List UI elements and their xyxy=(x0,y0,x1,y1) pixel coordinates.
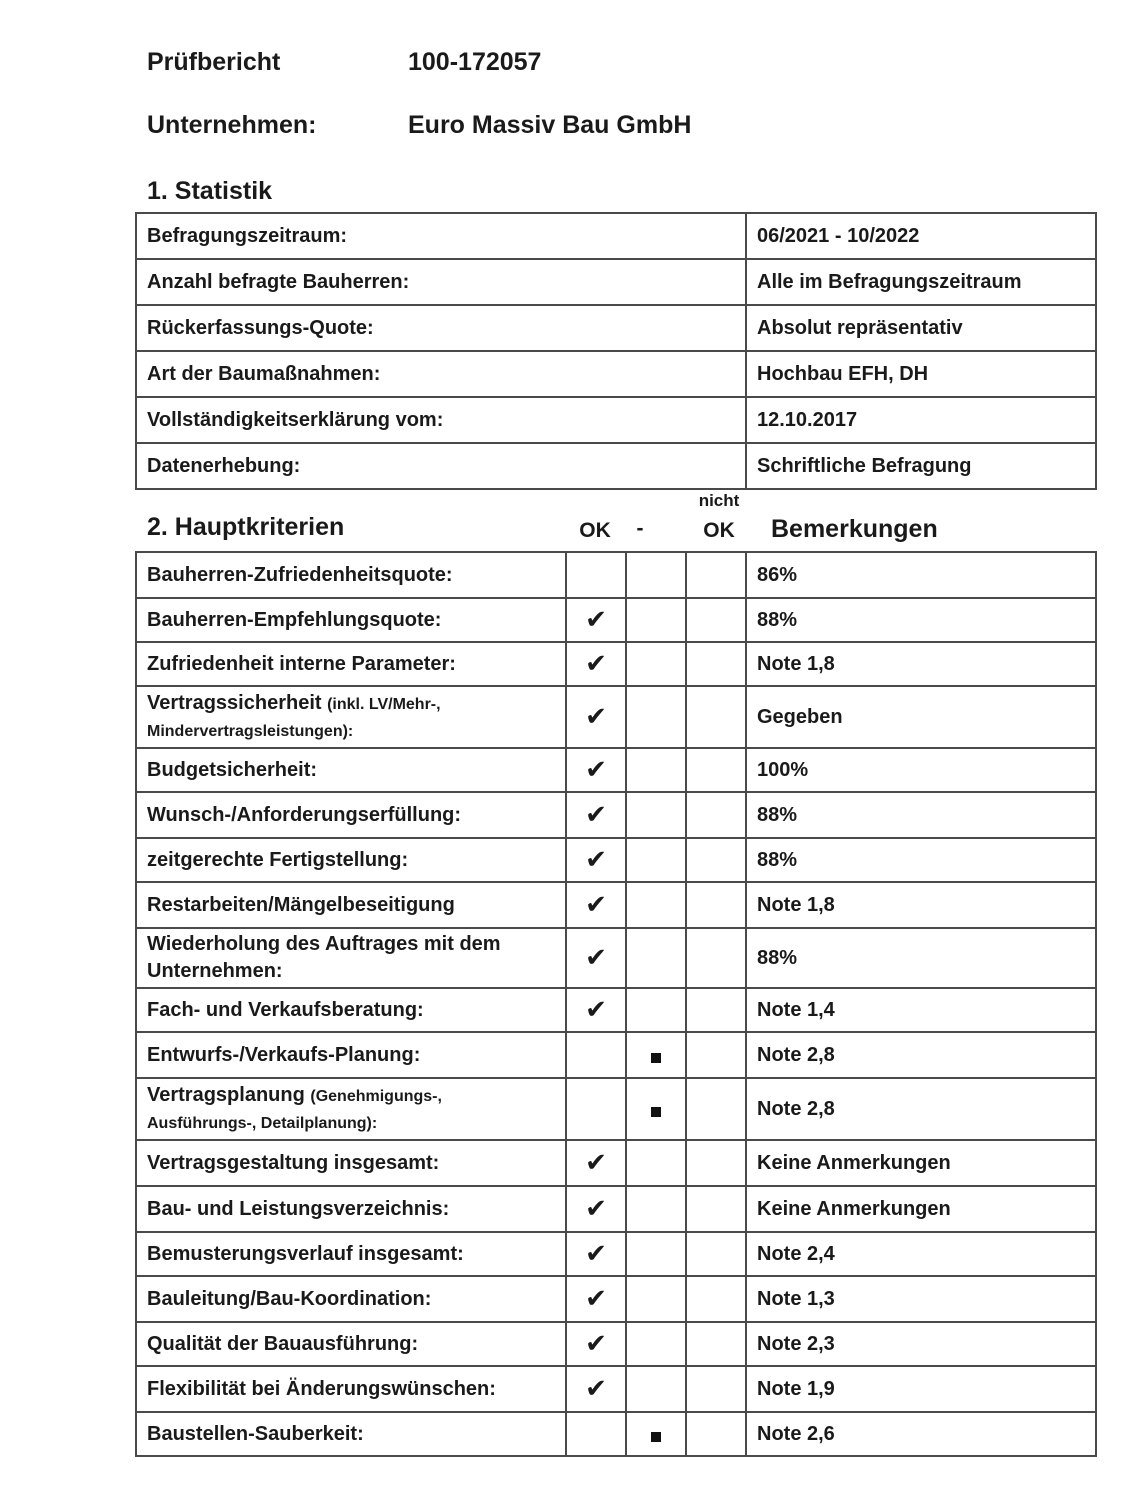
criteria-row xyxy=(136,1232,1096,1276)
check-icon: ✔ xyxy=(585,1147,607,1178)
criteria-ok-cell xyxy=(566,642,626,686)
criteria-label xyxy=(136,792,566,838)
criteria-label xyxy=(136,1276,566,1322)
criteria-label-main: Bemusterungsverlauf insgesamt: xyxy=(147,1242,464,1265)
criteria-remark: Keine Anmerkungen xyxy=(746,1186,1096,1232)
column-header-ok: OK xyxy=(579,519,611,542)
criteria-label-main: Restarbeiten/Mängelbeseitigung xyxy=(147,893,455,916)
criteria-neutral-cell xyxy=(626,1186,686,1232)
criteria-neutral-cell xyxy=(626,988,686,1032)
criteria-notok-cell xyxy=(686,882,746,928)
criteria-row xyxy=(136,1032,1096,1078)
criteria-label xyxy=(136,686,566,748)
statistics-row xyxy=(136,351,1096,397)
criteria-neutral-cell xyxy=(626,1032,686,1078)
criteria-ok-cell xyxy=(566,1276,626,1322)
statistics-value: Hochbau EFH, DH xyxy=(746,351,1096,397)
check-icon: ✔ xyxy=(585,942,607,973)
statistics-label: Vollständigkeitserklärung vom: xyxy=(136,397,746,443)
report-number: 100-172057 xyxy=(408,48,542,76)
criteria-remark: 88% xyxy=(746,928,1096,988)
criteria-ok-cell xyxy=(566,552,626,598)
criteria-label xyxy=(136,928,566,988)
criteria-label-main: Bauleitung/Bau-Koordination: xyxy=(147,1287,432,1310)
statistics-label: Anzahl befragte Bauherren: xyxy=(136,259,746,305)
criteria-remark: 88% xyxy=(746,598,1096,642)
criteria-row xyxy=(136,1140,1096,1186)
criteria-label xyxy=(136,1186,566,1232)
criteria-ok-cell xyxy=(566,1412,626,1456)
check-icon: ✔ xyxy=(585,889,607,920)
criteria-label-main: Vertragsplanung xyxy=(147,1084,305,1106)
criteria-notok-cell xyxy=(686,1032,746,1078)
criteria-notok-cell xyxy=(686,1322,746,1366)
criteria-remark: Note 1,3 xyxy=(746,1276,1096,1322)
company-name: Euro Massiv Bau GmbH xyxy=(408,111,692,139)
criteria-neutral-cell xyxy=(626,598,686,642)
criteria-remark: Note 1,9 xyxy=(746,1366,1096,1412)
criteria-row xyxy=(136,1366,1096,1412)
criteria-remark: Note 1,8 xyxy=(746,882,1096,928)
criteria-remark: Note 1,8 xyxy=(746,642,1096,686)
criteria-label-main: Vertragsgestaltung insgesamt: xyxy=(147,1151,440,1174)
criteria-ok-cell xyxy=(566,748,626,792)
criteria-ok-cell xyxy=(566,838,626,882)
criteria-row xyxy=(136,748,1096,792)
criteria-label-main: Vertragssicherheit xyxy=(147,692,322,714)
criteria-neutral-cell xyxy=(626,792,686,838)
criteria-label-detail: (Genehmigungs-, Ausführungs-, Detailplanung): xyxy=(147,1088,442,1132)
criteria-remark: Note 2,8 xyxy=(746,1078,1096,1140)
criteria-label-main: Baustellen-Sauberkeit: xyxy=(147,1422,364,1445)
criteria-row xyxy=(136,988,1096,1032)
statistics-label: Befragungszeitraum: xyxy=(136,213,746,259)
criteria-notok-cell xyxy=(686,748,746,792)
criteria-remark: Note 2,3 xyxy=(746,1322,1096,1366)
criteria-label xyxy=(136,1140,566,1186)
criteria-label-main: Budgetsicherheit: xyxy=(147,758,318,781)
criteria-ok-cell xyxy=(566,988,626,1032)
criteria-notok-cell xyxy=(686,686,746,748)
criteria-notok-cell xyxy=(686,1412,746,1456)
statistics-table xyxy=(135,212,1097,490)
statistics-row xyxy=(136,397,1096,443)
criteria-remark: 86% xyxy=(746,552,1096,598)
criteria-label-main: Flexibilität bei Änderungswünschen: xyxy=(147,1377,496,1400)
column-header-remarks: Bemerkungen xyxy=(771,515,938,543)
square-icon xyxy=(651,1053,661,1063)
criteria-row xyxy=(136,598,1096,642)
criteria-label-main: Bauherren-Empfehlungsquote: xyxy=(147,608,442,631)
criteria-ok-cell xyxy=(566,1232,626,1276)
statistics-value: Schriftliche Befragung xyxy=(746,443,1096,489)
criteria-remark: Note 2,6 xyxy=(746,1412,1096,1456)
criteria-notok-cell xyxy=(686,1140,746,1186)
statistics-value: 12.10.2017 xyxy=(746,397,1096,443)
criteria-notok-cell xyxy=(686,1078,746,1140)
company-label: Unternehmen: xyxy=(147,111,317,139)
criteria-ok-cell xyxy=(566,1366,626,1412)
column-header-notok-bottom: OK xyxy=(703,519,735,542)
criteria-notok-cell xyxy=(686,642,746,686)
criteria-label xyxy=(136,552,566,598)
criteria-neutral-cell xyxy=(626,1232,686,1276)
check-icon: ✔ xyxy=(585,994,607,1025)
statistics-row xyxy=(136,213,1096,259)
statistics-row xyxy=(136,443,1096,489)
criteria-remark: 88% xyxy=(746,838,1096,882)
criteria-remark: 88% xyxy=(746,792,1096,838)
criteria-row xyxy=(136,1322,1096,1366)
criteria-row xyxy=(136,838,1096,882)
statistics-label: Art der Baumaßnahmen: xyxy=(136,351,746,397)
criteria-neutral-cell xyxy=(626,1140,686,1186)
criteria-row xyxy=(136,792,1096,838)
criteria-remark: Note 1,4 xyxy=(746,988,1096,1032)
criteria-ok-cell xyxy=(566,1032,626,1078)
criteria-ok-cell xyxy=(566,882,626,928)
criteria-label-main: Bauherren-Zufriedenheitsquote: xyxy=(147,563,453,586)
criteria-label-main: Wiederholung des Auftrages mit dem Unternehmen: xyxy=(147,933,501,982)
criteria-neutral-cell xyxy=(626,1412,686,1456)
criteria-neutral-cell xyxy=(626,1322,686,1366)
criteria-ok-cell xyxy=(566,928,626,988)
criteria-row xyxy=(136,1078,1096,1140)
criteria-notok-cell xyxy=(686,1276,746,1322)
statistics-row xyxy=(136,259,1096,305)
criteria-row xyxy=(136,882,1096,928)
column-header-notok-top: nicht xyxy=(698,491,740,510)
check-icon: ✔ xyxy=(585,1238,607,1269)
criteria-ok-cell xyxy=(566,1322,626,1366)
criteria-neutral-cell xyxy=(626,1276,686,1322)
criteria-label xyxy=(136,1412,566,1456)
criteria-row xyxy=(136,1186,1096,1232)
criteria-label xyxy=(136,1366,566,1412)
statistics-value: Absolut repräsentativ xyxy=(746,305,1096,351)
criteria-neutral-cell xyxy=(626,1078,686,1140)
statistics-label: Datenerhebung: xyxy=(136,443,746,489)
statistics-label: Rückerfassungs-Quote: xyxy=(136,305,746,351)
check-icon: ✔ xyxy=(585,844,607,875)
column-header-neutral: - xyxy=(636,517,644,540)
check-icon: ✔ xyxy=(585,648,607,679)
square-icon xyxy=(651,1432,661,1442)
criteria-row xyxy=(136,686,1096,748)
criteria-row xyxy=(136,928,1096,988)
check-icon: ✔ xyxy=(585,754,607,785)
report-label: Prüfbericht xyxy=(147,48,281,76)
criteria-notok-cell xyxy=(686,1186,746,1232)
criteria-ok-cell xyxy=(566,792,626,838)
criteria-neutral-cell xyxy=(626,552,686,598)
criteria-label-main: zeitgerechte Fertigstellung: xyxy=(147,848,409,871)
criteria-notok-cell xyxy=(686,1232,746,1276)
criteria-label-main: Bau- und Leistungsverzeichnis: xyxy=(147,1197,450,1220)
criteria-remark: Note 2,8 xyxy=(746,1032,1096,1078)
criteria-neutral-cell xyxy=(626,1366,686,1412)
criteria-label-main: Fach- und Verkaufsberatung: xyxy=(147,998,424,1021)
criteria-notok-cell xyxy=(686,988,746,1032)
criteria-row xyxy=(136,552,1096,598)
criteria-label xyxy=(136,598,566,642)
criteria-neutral-cell xyxy=(626,686,686,748)
criteria-row xyxy=(136,642,1096,686)
check-icon: ✔ xyxy=(585,799,607,830)
section-title-hauptkriterien: 2. Hauptkriterien xyxy=(147,513,345,541)
criteria-ok-cell xyxy=(566,1140,626,1186)
criteria-label-main: Qualität der Bauausführung: xyxy=(147,1332,419,1355)
criteria-label-detail: (inkl. LV/Mehr-, Mindervertragsleistungen): xyxy=(147,696,441,740)
square-icon xyxy=(651,1107,661,1117)
criteria-notok-cell xyxy=(686,838,746,882)
criteria-neutral-cell xyxy=(626,838,686,882)
criteria-remark: Gegeben xyxy=(746,686,1096,748)
check-icon: ✔ xyxy=(585,604,607,635)
statistics-row xyxy=(136,305,1096,351)
criteria-neutral-cell xyxy=(626,642,686,686)
criteria-label xyxy=(136,1322,566,1366)
check-icon: ✔ xyxy=(585,1193,607,1224)
criteria-remark: Note 2,4 xyxy=(746,1232,1096,1276)
criteria-table xyxy=(135,551,1097,1457)
criteria-label xyxy=(136,642,566,686)
criteria-notok-cell xyxy=(686,928,746,988)
criteria-notok-cell xyxy=(686,552,746,598)
criteria-label-main: Wunsch-/Anforderungserfüllung: xyxy=(147,803,462,826)
criteria-label-main: Zufriedenheit interne Parameter: xyxy=(147,652,456,675)
criteria-ok-cell xyxy=(566,1186,626,1232)
check-icon: ✔ xyxy=(585,1373,607,1404)
criteria-label xyxy=(136,748,566,792)
criteria-label xyxy=(136,1232,566,1276)
criteria-label xyxy=(136,1032,566,1078)
criteria-label xyxy=(136,882,566,928)
criteria-notok-cell xyxy=(686,792,746,838)
criteria-neutral-cell xyxy=(626,748,686,792)
criteria-label-main: Entwurfs-/Verkaufs-Planung: xyxy=(147,1043,421,1066)
criteria-neutral-cell xyxy=(626,882,686,928)
check-icon: ✔ xyxy=(585,701,607,732)
check-icon: ✔ xyxy=(585,1328,607,1359)
criteria-label xyxy=(136,1078,566,1140)
statistics-value: 06/2021 - 10/2022 xyxy=(746,213,1096,259)
criteria-remark: Keine Anmerkungen xyxy=(746,1140,1096,1186)
check-icon: ✔ xyxy=(585,1283,607,1314)
criteria-ok-cell xyxy=(566,1078,626,1140)
criteria-remark: 100% xyxy=(746,748,1096,792)
criteria-label xyxy=(136,838,566,882)
criteria-notok-cell xyxy=(686,598,746,642)
criteria-row xyxy=(136,1412,1096,1456)
statistics-value: Alle im Befragungszeitraum xyxy=(746,259,1096,305)
criteria-ok-cell xyxy=(566,598,626,642)
criteria-row xyxy=(136,1276,1096,1322)
criteria-notok-cell xyxy=(686,1366,746,1412)
section-title-statistik: 1. Statistik xyxy=(147,177,273,205)
criteria-ok-cell xyxy=(566,686,626,748)
criteria-label xyxy=(136,988,566,1032)
criteria-neutral-cell xyxy=(626,928,686,988)
